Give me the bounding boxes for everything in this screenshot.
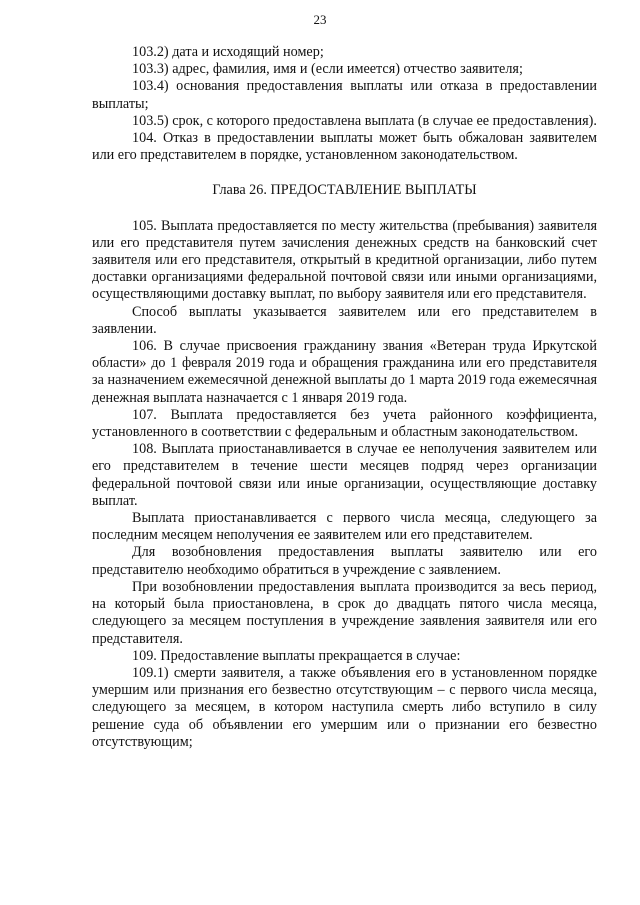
page-number: 23 bbox=[313, 12, 327, 27]
paragraph-109-1: 109.1) смерти заявителя, а также объявления его в установленном порядке умершим или признания его безвестно отсутствующим – с первого числа месяца, следующего за месяцем, в котором наступила смерть либо вступило в силу решение суда об объявлении его умершим или о признании его безвестно отсутствующим; bbox=[92, 664, 597, 750]
paragraph-107: 107. Выплата предоставляется без учета районного коэффициента, установленного в соответствии с федеральным и областным законодательством. bbox=[92, 406, 597, 441]
paragraph-103-3: 103.3) адрес, фамилия, имя и (если имеется) отчество заявителя; bbox=[132, 61, 523, 78]
paragraph-103-5: 103.5) срок, с которого предоставлена выплата (в случае ее предоставления). bbox=[132, 112, 597, 129]
paragraph-103-4: 103.4) основания предоставления выплаты или отказа в предоставлении выплаты; bbox=[92, 78, 597, 112]
paragraph-106: 106. В случае присвоения гражданину звания «Ветеран труда Иркутской области» до 1 февраля 2019 года и обращения гражданина или его представителя за назначением ежемесячной денежной выплаты до 1 марта 2019 года ежемесячная денежная выплата назначается с 1 января 2019 года. bbox=[92, 338, 597, 406]
paragraph-109: 109. Предоставление выплаты прекращается в случае: bbox=[132, 647, 461, 664]
chapter-heading: Глава 26. ПРЕДОСТАВЛЕНИЕ ВЫПЛАТЫ bbox=[212, 182, 477, 199]
document-body bbox=[92, 44, 597, 751]
paragraph-103-2: 103.2) дата и исходящий номер; bbox=[132, 44, 324, 60]
paragraph-108-suspension-start: Выплата приостанавливается с первого числа месяца, следующего за последним месяцем неполучения ее заявителем или его представителем. bbox=[92, 510, 597, 544]
paragraph-105-payment-method: Способ выплаты указывается заявителем или его представителем в заявлении. bbox=[92, 303, 597, 337]
paragraph-105: 105. Выплата предоставляется по месту жительства (пребывания) заявителя или его представителя путем зачисления денежных средств на банковский счет заявителя или его представителя, открытый в кредитной организации, либо путем доставки организациями федеральной почтовой связи или иными организациями, осуществляющими доставку выплат, по выбору заявителя или его представителя. bbox=[92, 217, 597, 303]
paragraph-104: 104. Отказ в предоставлении выплаты может быть обжалован заявителем или его представителем в порядке, установленном законодательством. bbox=[92, 130, 597, 164]
paragraph-108-resumption: Для возобновления предоставления выплаты заявителю или его представителю необходимо обратиться в учреждение с заявлением. bbox=[92, 544, 597, 578]
paragraph-108-resumed-payment: При возобновлении предоставления выплата производится за весь период, на который была приостановлена, в срок до двадцать пятого числа месяца, следующего за месяцем поступления в учреждение заявления заявителя или его представителя. bbox=[92, 578, 597, 647]
paragraph-108: 108. Выплата приостанавливается в случае ее неполучения заявителем или его представителем в течение шести месяцев подряд через организации федеральной почтовой связи или иные организации, осуществляющие доставку выплат. bbox=[92, 441, 597, 509]
